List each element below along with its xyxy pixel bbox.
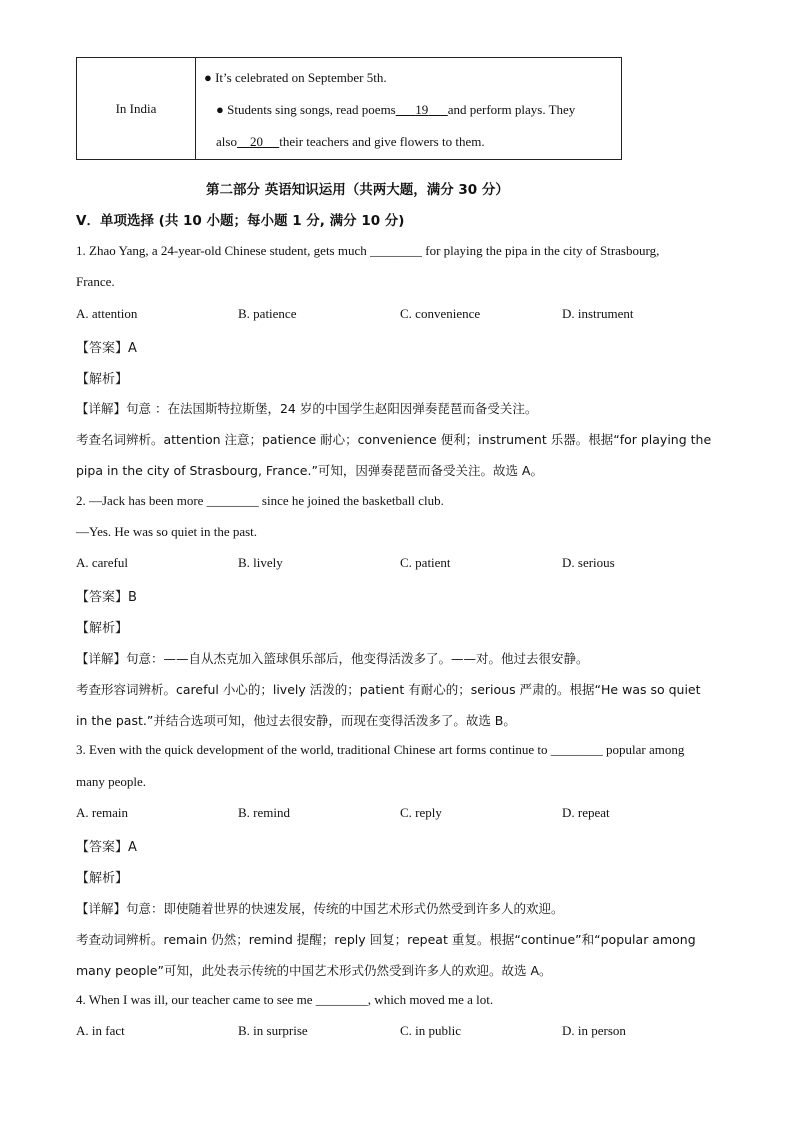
question-1-explanation-line-2: pipa in the city of Strasbourg, France.”可知，因弹奏琵琶而备受关注。故选 A。 <box>76 463 543 478</box>
question-1-answer: 【答案】A <box>76 341 137 356</box>
festival-table <box>76 57 622 160</box>
question-4-option-b: B. in surprise <box>238 1023 308 1038</box>
table-country-label: In India <box>115 100 157 116</box>
question-1-analysis-label: 【解析】 <box>76 372 129 387</box>
table-line-3-text-a: also <box>216 134 237 149</box>
question-3-answer: 【答案】A <box>76 840 137 855</box>
question-2-option-a: A. careful <box>76 555 128 570</box>
table-line-3-text-b: their teachers and give flowers to them. <box>279 134 485 149</box>
question-2-explanation-line-1: 考查形容词辨析。careful 小心的；lively 活泼的；patient 有耐心的；serious 严肃的。根据“He was so quiet <box>76 682 701 697</box>
question-1-option-a: A. attention <box>76 306 138 321</box>
question-3-option-b: B. remind <box>238 805 290 820</box>
question-2-explanation-line-2: in the past.”并结合选项可知，他过去很安静，而现在变得活泼多了。故选 B。 <box>76 713 516 728</box>
question-3-analysis-label: 【解析】 <box>76 871 129 886</box>
table-content-cell <box>196 58 621 159</box>
question-2-option-d: D. serious <box>562 555 615 570</box>
question-1-detail: 【详解】句意 ：在法国斯特拉斯堡，24 岁的中国学生赵阳因弹奏琵琶而备受关注。 <box>76 401 538 416</box>
table-line-2-text-a: ● Students sing songs, read poems <box>216 102 396 117</box>
table-line-2-text-b: and perform plays. They <box>447 102 576 117</box>
section-five-title: V．单项选择 (共 10 小题；每小题 1 分, 满分 10 分) <box>76 213 405 229</box>
question-4-stem-line-1: 4. When I was ill, our teacher came to see me ________, which moved me a lot. <box>76 992 494 1007</box>
question-4-option-d: D. in person <box>562 1023 626 1038</box>
question-1-explanation-line-1: 考查名词辨析。attention 注意；patience 耐心；convenience 便利；instrument 乐器。根据“for playing the <box>76 432 712 447</box>
table-country-cell <box>77 58 196 159</box>
table-line-2 <box>216 102 575 118</box>
blank-20 <box>237 134 279 149</box>
question-3-stem-line-1: 3. Even with the quick development of the world, traditional Chinese art forms continue to ________ popular among <box>76 742 685 757</box>
question-1-option-b: B. patience <box>238 306 297 321</box>
question-3-option-a: A. remain <box>76 805 128 820</box>
table-line-3 <box>216 134 485 150</box>
question-2-stem-line-1: 2. —Jack has been more ________ since he joined the basketball club. <box>76 493 444 508</box>
blank-19-number: 19 <box>415 102 429 117</box>
question-4-option-c: C. in public <box>400 1023 462 1038</box>
part-two-title: 第二部分 英语知识运用（共两大题，满分 30 分） <box>206 182 509 198</box>
question-2-stem-line-2: —Yes. He was so quiet in the past. <box>76 524 258 539</box>
blank-19 <box>396 102 448 117</box>
question-4-option-a: A. in fact <box>76 1023 125 1038</box>
question-3-explanation-line-2: many people”可知，此处表示传统的中国艺术形式仍然受到许多人的欢迎。故选 A。 <box>76 963 552 978</box>
question-1-stem-line-1: 1. Zhao Yang, a 24-year-old Chinese student, gets much ________ for playing the pipa in the city of Strasbourg, <box>76 243 660 258</box>
question-3-explanation-line-1: 考查动词辨析。remain 仍然；remind 提醒；reply 回复；repeat 重复。根据“continue”和“popular among <box>76 932 696 947</box>
question-3-option-d: D. repeat <box>562 805 610 820</box>
blank-20-number: 20 <box>249 134 263 149</box>
question-3-stem-line-2: many people. <box>76 774 147 789</box>
question-3-option-c: C. reply <box>400 805 442 820</box>
question-3-detail: 【详解】句意：即使随着世界的快速发展，传统的中国艺术形式仍然受到许多人的欢迎。 <box>76 901 564 916</box>
question-1-option-c: C. convenience <box>400 306 481 321</box>
question-2-option-c: C. patient <box>400 555 451 570</box>
question-2-option-b: B. lively <box>238 555 283 570</box>
table-line-1: ● It’s celebrated on September 5th. <box>204 70 387 85</box>
question-2-answer: 【答案】B <box>76 590 137 605</box>
question-2-analysis-label: 【解析】 <box>76 621 129 636</box>
question-2-detail: 【详解】句意：——自从杰克加入篮球俱乐部后，他变得活泼多了。——对。他过去很安静。 <box>76 651 589 666</box>
question-1-stem-line-2: France. <box>76 274 115 289</box>
question-1-option-d: D. instrument <box>562 306 634 321</box>
